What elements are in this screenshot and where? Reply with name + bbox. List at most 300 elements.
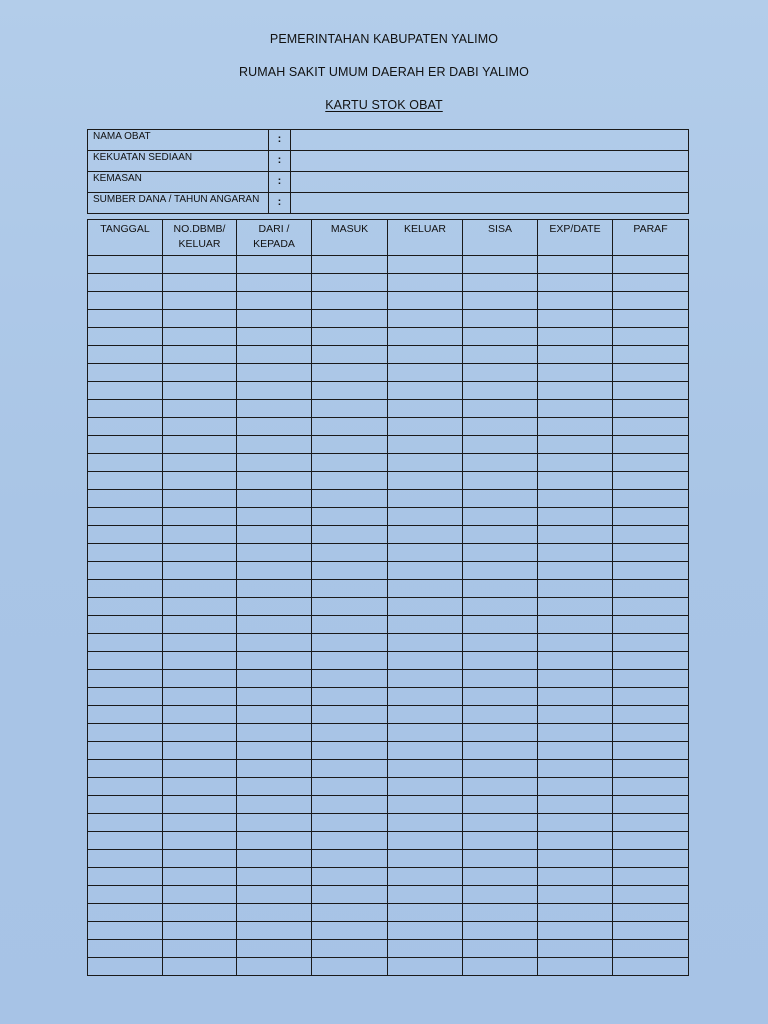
table-cell[interactable] [463,382,538,400]
table-cell[interactable] [237,328,312,346]
table-cell[interactable] [88,382,163,400]
table-cell[interactable] [88,796,163,814]
table-cell[interactable] [613,706,689,724]
table-cell[interactable] [538,868,613,886]
table-cell[interactable] [312,508,388,526]
table-cell[interactable] [463,904,538,922]
table-cell[interactable] [538,688,613,706]
table-cell[interactable] [163,796,237,814]
table-cell[interactable] [163,598,237,616]
table-cell[interactable] [613,832,689,850]
table-cell[interactable] [237,760,312,778]
table-cell[interactable] [163,508,237,526]
table-cell[interactable] [237,688,312,706]
table-cell[interactable] [163,814,237,832]
table-cell[interactable] [88,454,163,472]
table-cell[interactable] [312,652,388,670]
table-cell[interactable] [88,346,163,364]
table-cell[interactable] [312,472,388,490]
table-cell[interactable] [463,706,538,724]
table-cell[interactable] [463,778,538,796]
table-cell[interactable] [613,310,689,328]
table-cell[interactable] [613,526,689,544]
table-cell[interactable] [538,580,613,598]
table-cell[interactable] [163,832,237,850]
table-cell[interactable] [613,292,689,310]
table-cell[interactable] [463,598,538,616]
table-cell[interactable] [312,724,388,742]
table-cell[interactable] [163,868,237,886]
table-cell[interactable] [88,292,163,310]
table-cell[interactable] [163,382,237,400]
table-cell[interactable] [163,850,237,868]
table-cell[interactable] [463,616,538,634]
table-cell[interactable] [388,292,463,310]
table-cell[interactable] [163,364,237,382]
table-cell[interactable] [388,310,463,328]
table-cell[interactable] [163,328,237,346]
table-cell[interactable] [163,292,237,310]
table-cell[interactable] [388,526,463,544]
table-cell[interactable] [388,778,463,796]
table-cell[interactable] [538,490,613,508]
table-cell[interactable] [388,688,463,706]
table-cell[interactable] [163,256,237,274]
table-cell[interactable] [613,274,689,292]
table-cell[interactable] [538,742,613,760]
table-cell[interactable] [88,364,163,382]
table-cell[interactable] [538,328,613,346]
table-cell[interactable] [463,472,538,490]
table-cell[interactable] [237,346,312,364]
table-cell[interactable] [312,868,388,886]
table-cell[interactable] [163,742,237,760]
table-cell[interactable] [388,508,463,526]
table-cell[interactable] [163,706,237,724]
table-cell[interactable] [613,904,689,922]
table-cell[interactable] [613,868,689,886]
table-cell[interactable] [613,616,689,634]
table-cell[interactable] [237,418,312,436]
table-cell[interactable] [463,400,538,418]
table-cell[interactable] [613,364,689,382]
table-cell[interactable] [312,634,388,652]
table-cell[interactable] [538,562,613,580]
table-cell[interactable] [463,796,538,814]
table-cell[interactable] [237,724,312,742]
table-cell[interactable] [613,418,689,436]
table-cell[interactable] [88,904,163,922]
table-cell[interactable] [88,706,163,724]
table-cell[interactable] [312,454,388,472]
table-cell[interactable] [463,274,538,292]
table-cell[interactable] [237,598,312,616]
table-cell[interactable] [237,958,312,976]
table-cell[interactable] [613,634,689,652]
table-cell[interactable] [538,418,613,436]
table-cell[interactable] [88,508,163,526]
table-cell[interactable] [388,364,463,382]
table-cell[interactable] [237,670,312,688]
table-cell[interactable] [312,418,388,436]
table-cell[interactable] [312,958,388,976]
table-cell[interactable] [538,886,613,904]
table-cell[interactable] [237,814,312,832]
table-cell[interactable] [538,274,613,292]
table-cell[interactable] [613,652,689,670]
table-cell[interactable] [463,850,538,868]
table-cell[interactable] [538,958,613,976]
table-cell[interactable] [88,328,163,346]
table-cell[interactable] [463,454,538,472]
table-cell[interactable] [463,544,538,562]
table-cell[interactable] [312,274,388,292]
table-cell[interactable] [538,436,613,454]
table-cell[interactable] [88,886,163,904]
table-cell[interactable] [237,526,312,544]
table-cell[interactable] [312,346,388,364]
table-cell[interactable] [88,544,163,562]
table-cell[interactable] [538,706,613,724]
info-value-field[interactable] [291,130,689,151]
table-cell[interactable] [463,670,538,688]
table-cell[interactable] [312,688,388,706]
table-cell[interactable] [613,544,689,562]
table-cell[interactable] [463,634,538,652]
table-cell[interactable] [463,292,538,310]
table-cell[interactable] [312,616,388,634]
table-cell[interactable] [463,832,538,850]
table-cell[interactable] [463,346,538,364]
table-cell[interactable] [237,454,312,472]
table-cell[interactable] [388,544,463,562]
table-cell[interactable] [88,742,163,760]
table-cell[interactable] [388,454,463,472]
table-cell[interactable] [237,706,312,724]
table-cell[interactable] [613,796,689,814]
table-cell[interactable] [237,742,312,760]
table-cell[interactable] [88,490,163,508]
table-cell[interactable] [163,958,237,976]
table-cell[interactable] [538,454,613,472]
table-cell[interactable] [463,940,538,958]
table-cell[interactable] [463,922,538,940]
table-cell[interactable] [388,958,463,976]
table-cell[interactable] [237,850,312,868]
table-cell[interactable] [237,274,312,292]
table-cell[interactable] [312,526,388,544]
table-cell[interactable] [388,634,463,652]
table-cell[interactable] [237,778,312,796]
table-cell[interactable] [237,562,312,580]
table-cell[interactable] [613,760,689,778]
table-cell[interactable] [237,490,312,508]
table-cell[interactable] [388,814,463,832]
table-cell[interactable] [237,580,312,598]
table-cell[interactable] [312,256,388,274]
table-cell[interactable] [538,364,613,382]
table-cell[interactable] [613,922,689,940]
table-cell[interactable] [613,490,689,508]
table-cell[interactable] [237,796,312,814]
table-cell[interactable] [163,310,237,328]
table-cell[interactable] [388,436,463,454]
table-cell[interactable] [613,346,689,364]
table-cell[interactable] [388,490,463,508]
table-cell[interactable] [312,490,388,508]
table-cell[interactable] [163,616,237,634]
table-cell[interactable] [388,400,463,418]
table-cell[interactable] [613,472,689,490]
table-cell[interactable] [237,256,312,274]
table-cell[interactable] [163,562,237,580]
table-cell[interactable] [88,526,163,544]
table-cell[interactable] [613,328,689,346]
table-cell[interactable] [388,922,463,940]
table-cell[interactable] [88,724,163,742]
table-cell[interactable] [463,868,538,886]
table-cell[interactable] [88,940,163,958]
table-cell[interactable] [613,598,689,616]
table-cell[interactable] [237,868,312,886]
table-cell[interactable] [312,814,388,832]
table-cell[interactable] [163,346,237,364]
table-cell[interactable] [163,418,237,436]
table-cell[interactable] [538,346,613,364]
table-cell[interactable] [163,454,237,472]
table-cell[interactable] [613,670,689,688]
table-cell[interactable] [463,310,538,328]
table-cell[interactable] [388,832,463,850]
table-cell[interactable] [613,688,689,706]
table-cell[interactable] [388,706,463,724]
table-cell[interactable] [463,760,538,778]
table-cell[interactable] [613,454,689,472]
table-cell[interactable] [88,418,163,436]
table-cell[interactable] [538,778,613,796]
table-cell[interactable] [163,634,237,652]
table-cell[interactable] [463,814,538,832]
table-cell[interactable] [538,634,613,652]
table-cell[interactable] [388,742,463,760]
info-value-field[interactable] [291,151,689,172]
table-cell[interactable] [163,544,237,562]
table-cell[interactable] [88,778,163,796]
table-cell[interactable] [388,274,463,292]
table-cell[interactable] [388,670,463,688]
table-cell[interactable] [237,616,312,634]
table-cell[interactable] [163,688,237,706]
table-cell[interactable] [463,724,538,742]
table-cell[interactable] [613,940,689,958]
table-cell[interactable] [538,598,613,616]
table-cell[interactable] [538,670,613,688]
table-cell[interactable] [163,526,237,544]
table-cell[interactable] [88,256,163,274]
table-cell[interactable] [163,274,237,292]
table-cell[interactable] [88,670,163,688]
table-cell[interactable] [538,760,613,778]
table-cell[interactable] [463,508,538,526]
table-cell[interactable] [613,382,689,400]
table-cell[interactable] [237,634,312,652]
table-cell[interactable] [613,886,689,904]
table-cell[interactable] [312,328,388,346]
table-cell[interactable] [613,958,689,976]
table-cell[interactable] [237,652,312,670]
table-cell[interactable] [538,400,613,418]
table-cell[interactable] [163,490,237,508]
table-cell[interactable] [463,742,538,760]
table-cell[interactable] [312,778,388,796]
table-cell[interactable] [88,400,163,418]
table-cell[interactable] [388,256,463,274]
table-cell[interactable] [163,724,237,742]
table-cell[interactable] [613,724,689,742]
table-cell[interactable] [388,382,463,400]
table-cell[interactable] [237,886,312,904]
info-value-field[interactable] [291,193,689,214]
table-cell[interactable] [237,922,312,940]
table-cell[interactable] [88,868,163,886]
info-value-field[interactable] [291,172,689,193]
table-cell[interactable] [463,652,538,670]
table-cell[interactable] [463,580,538,598]
table-cell[interactable] [613,742,689,760]
table-cell[interactable] [388,616,463,634]
table-cell[interactable] [312,598,388,616]
table-cell[interactable] [312,292,388,310]
table-cell[interactable] [538,796,613,814]
table-cell[interactable] [88,922,163,940]
table-cell[interactable] [237,472,312,490]
table-cell[interactable] [312,904,388,922]
table-cell[interactable] [388,598,463,616]
table-cell[interactable] [88,580,163,598]
table-cell[interactable] [613,400,689,418]
table-cell[interactable] [312,310,388,328]
table-cell[interactable] [388,580,463,598]
table-cell[interactable] [88,616,163,634]
table-cell[interactable] [463,958,538,976]
table-cell[interactable] [388,328,463,346]
table-cell[interactable] [463,256,538,274]
table-cell[interactable] [88,688,163,706]
table-cell[interactable] [88,760,163,778]
table-cell[interactable] [163,904,237,922]
table-cell[interactable] [237,310,312,328]
table-cell[interactable] [312,886,388,904]
table-cell[interactable] [237,364,312,382]
table-cell[interactable] [163,760,237,778]
table-cell[interactable] [312,580,388,598]
table-cell[interactable] [388,940,463,958]
table-cell[interactable] [88,958,163,976]
table-cell[interactable] [388,562,463,580]
table-cell[interactable] [88,310,163,328]
table-cell[interactable] [613,508,689,526]
table-cell[interactable] [538,850,613,868]
table-cell[interactable] [538,832,613,850]
table-cell[interactable] [388,418,463,436]
table-cell[interactable] [312,742,388,760]
table-cell[interactable] [88,562,163,580]
table-cell[interactable] [613,850,689,868]
table-cell[interactable] [312,706,388,724]
table-cell[interactable] [163,472,237,490]
table-cell[interactable] [538,652,613,670]
table-cell[interactable] [463,562,538,580]
table-cell[interactable] [538,940,613,958]
table-cell[interactable] [613,814,689,832]
table-cell[interactable] [312,400,388,418]
table-cell[interactable] [237,436,312,454]
table-cell[interactable] [312,382,388,400]
table-cell[interactable] [312,544,388,562]
table-cell[interactable] [88,598,163,616]
table-cell[interactable] [237,382,312,400]
table-cell[interactable] [388,652,463,670]
table-cell[interactable] [312,562,388,580]
table-cell[interactable] [88,850,163,868]
table-cell[interactable] [388,796,463,814]
table-cell[interactable] [388,868,463,886]
table-cell[interactable] [538,544,613,562]
table-cell[interactable] [88,274,163,292]
table-cell[interactable] [613,778,689,796]
table-cell[interactable] [163,940,237,958]
table-cell[interactable] [312,760,388,778]
table-cell[interactable] [88,814,163,832]
table-cell[interactable] [463,526,538,544]
table-cell[interactable] [613,562,689,580]
table-cell[interactable] [388,346,463,364]
table-cell[interactable] [163,652,237,670]
table-cell[interactable] [237,400,312,418]
table-cell[interactable] [463,490,538,508]
table-cell[interactable] [388,724,463,742]
table-cell[interactable] [88,472,163,490]
table-cell[interactable] [163,922,237,940]
table-cell[interactable] [312,796,388,814]
table-cell[interactable] [237,508,312,526]
table-cell[interactable] [163,436,237,454]
table-cell[interactable] [388,886,463,904]
table-cell[interactable] [463,436,538,454]
table-cell[interactable] [237,832,312,850]
table-cell[interactable] [312,832,388,850]
table-cell[interactable] [163,886,237,904]
table-cell[interactable] [538,256,613,274]
table-cell[interactable] [163,400,237,418]
table-cell[interactable] [463,886,538,904]
table-cell[interactable] [237,292,312,310]
table-cell[interactable] [88,634,163,652]
table-cell[interactable] [312,364,388,382]
table-cell[interactable] [388,904,463,922]
table-cell[interactable] [613,580,689,598]
table-cell[interactable] [538,382,613,400]
table-cell[interactable] [312,436,388,454]
table-cell[interactable] [538,508,613,526]
table-cell[interactable] [163,580,237,598]
table-cell[interactable] [538,724,613,742]
table-cell[interactable] [312,670,388,688]
table-cell[interactable] [237,544,312,562]
table-cell[interactable] [613,256,689,274]
table-cell[interactable] [538,616,613,634]
table-cell[interactable] [388,472,463,490]
